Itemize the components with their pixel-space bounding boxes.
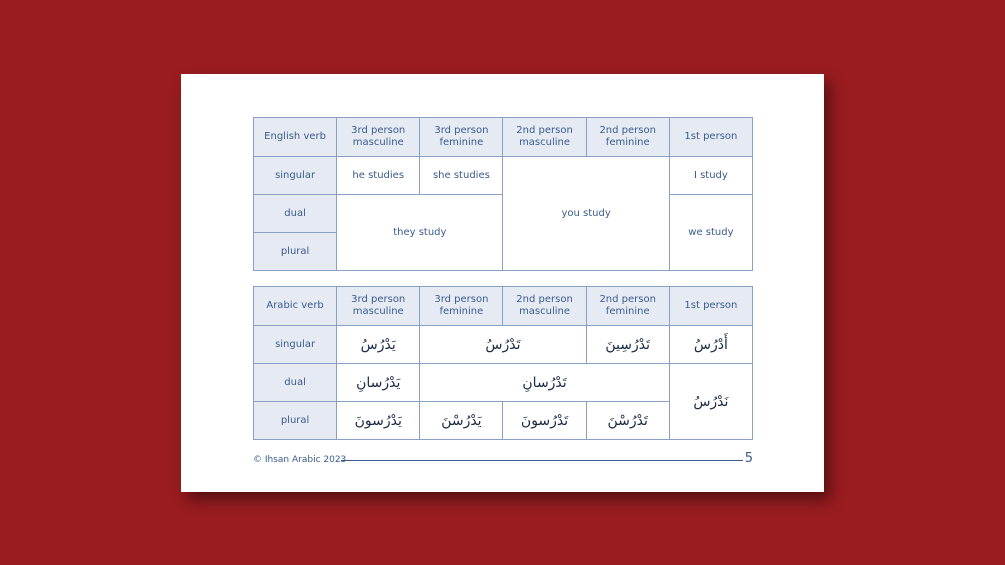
table-row bbox=[254, 157, 753, 195]
cell-arabic: تَدْرُسُ bbox=[420, 326, 586, 364]
copyright-text: © Ihsan Arabic 2023 bbox=[253, 455, 347, 465]
row-label-dual: dual bbox=[254, 364, 337, 402]
row-label-singular: singular bbox=[254, 326, 337, 364]
header-cell: 2nd person feminine bbox=[586, 287, 669, 326]
header-cell: 2nd person masculine bbox=[503, 118, 586, 157]
arabic-conjugation-table bbox=[253, 286, 753, 440]
cell-we-study: we study bbox=[669, 195, 752, 271]
row-label-singular: singular bbox=[254, 157, 337, 195]
cell-arabic: يَدْرُسونَ bbox=[337, 402, 420, 440]
row-label-plural: plural bbox=[254, 402, 337, 440]
table-header-row bbox=[254, 118, 753, 157]
cell-i-study: I study bbox=[669, 157, 752, 195]
header-cell: English verb bbox=[254, 118, 337, 157]
cell-arabic: تَدْرُسِينَ bbox=[586, 326, 669, 364]
cell-arabic: يَدْرُسْنَ bbox=[420, 402, 503, 440]
header-cell: 3rd person masculine bbox=[337, 118, 420, 157]
header-cell: 1st person bbox=[669, 118, 752, 157]
header-cell: 2nd person masculine bbox=[503, 287, 586, 326]
worksheet-page bbox=[181, 74, 824, 492]
header-cell: 3rd person feminine bbox=[420, 287, 503, 326]
row-label-plural: plural bbox=[254, 233, 337, 271]
cell-arabic: أَدْرُسُ bbox=[669, 326, 752, 364]
table-row bbox=[254, 326, 753, 364]
header-cell: 2nd person feminine bbox=[586, 118, 669, 157]
cell-arabic: تَدْرُسانِ bbox=[420, 364, 669, 402]
cell-he-studies: he studies bbox=[337, 157, 420, 195]
cell-arabic: تَدْرُسْنَ bbox=[586, 402, 669, 440]
page-number: 5 bbox=[744, 451, 753, 466]
cell-arabic: يَدْرُسُ bbox=[337, 326, 420, 364]
header-cell: Arabic verb bbox=[254, 287, 337, 326]
cell-arabic: نَدْرُسُ bbox=[669, 364, 752, 440]
table-row bbox=[254, 364, 753, 402]
cell-arabic: يَدْرُسانِ bbox=[337, 364, 420, 402]
cell-arabic: تَدْرُسونَ bbox=[503, 402, 586, 440]
english-conjugation-table bbox=[253, 117, 753, 271]
header-cell: 3rd person masculine bbox=[337, 287, 420, 326]
header-cell: 3rd person feminine bbox=[420, 118, 503, 157]
page-footer bbox=[253, 451, 753, 470]
row-label-dual: dual bbox=[254, 195, 337, 233]
table-header-row bbox=[254, 287, 753, 326]
cell-she-studies: she studies bbox=[420, 157, 503, 195]
cell-you-study: you study bbox=[503, 157, 669, 271]
cell-they-study: they study bbox=[337, 195, 503, 271]
header-cell: 1st person bbox=[669, 287, 752, 326]
footer-divider bbox=[341, 460, 743, 461]
